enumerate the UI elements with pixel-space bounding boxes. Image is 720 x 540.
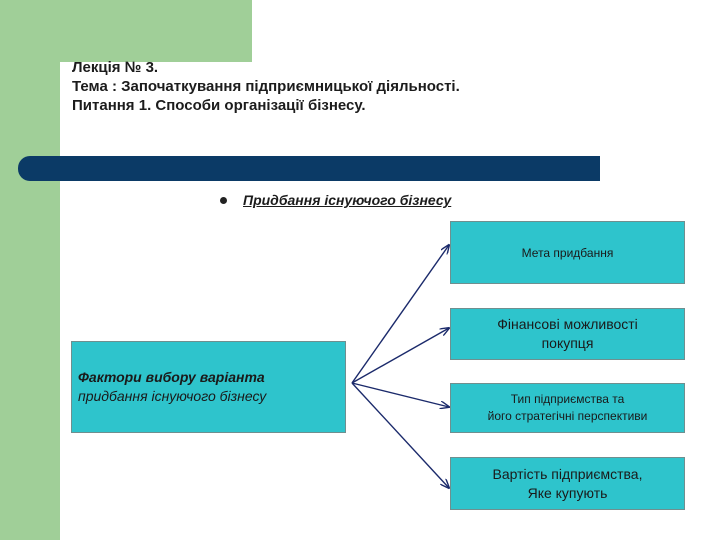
title-line-topic: Тема : Започаткування підприємницької діяльності. [72, 78, 460, 95]
target-type-line-2: його стратегічні перспективи [487, 409, 648, 423]
factors-line-1: Фактори вибору варіанта [78, 369, 265, 385]
arrow-to-value [352, 383, 449, 488]
target-value-line-2: Яке купують [527, 484, 608, 501]
factors-box [71, 341, 346, 433]
target-box-goal [450, 221, 685, 284]
factors-line-2: придбання існуючого бізнесу [78, 388, 267, 404]
target-goal-label: Мета придбання [521, 245, 614, 260]
target-finance-line-1: Фінансові можливості [497, 316, 638, 332]
arrow-to-type [352, 383, 449, 407]
target-value-line-1: Вартість підприємства, [492, 465, 643, 482]
subheading: Придбання існуючого бізнесу [243, 192, 452, 208]
target-box-type [450, 383, 685, 433]
target-type-line-1: Тип підприємства та [510, 392, 625, 406]
arrow-to-goal [352, 245, 449, 383]
target-box-value [450, 457, 685, 510]
title-line-lecture: Лекція № 3. [72, 59, 159, 76]
title-line-question: Питання 1. Способи організації бізнесу. [72, 97, 366, 114]
target-box-finance [450, 308, 685, 360]
arrow-to-finance [352, 328, 449, 383]
target-finance-line-2: покупця [541, 335, 594, 351]
